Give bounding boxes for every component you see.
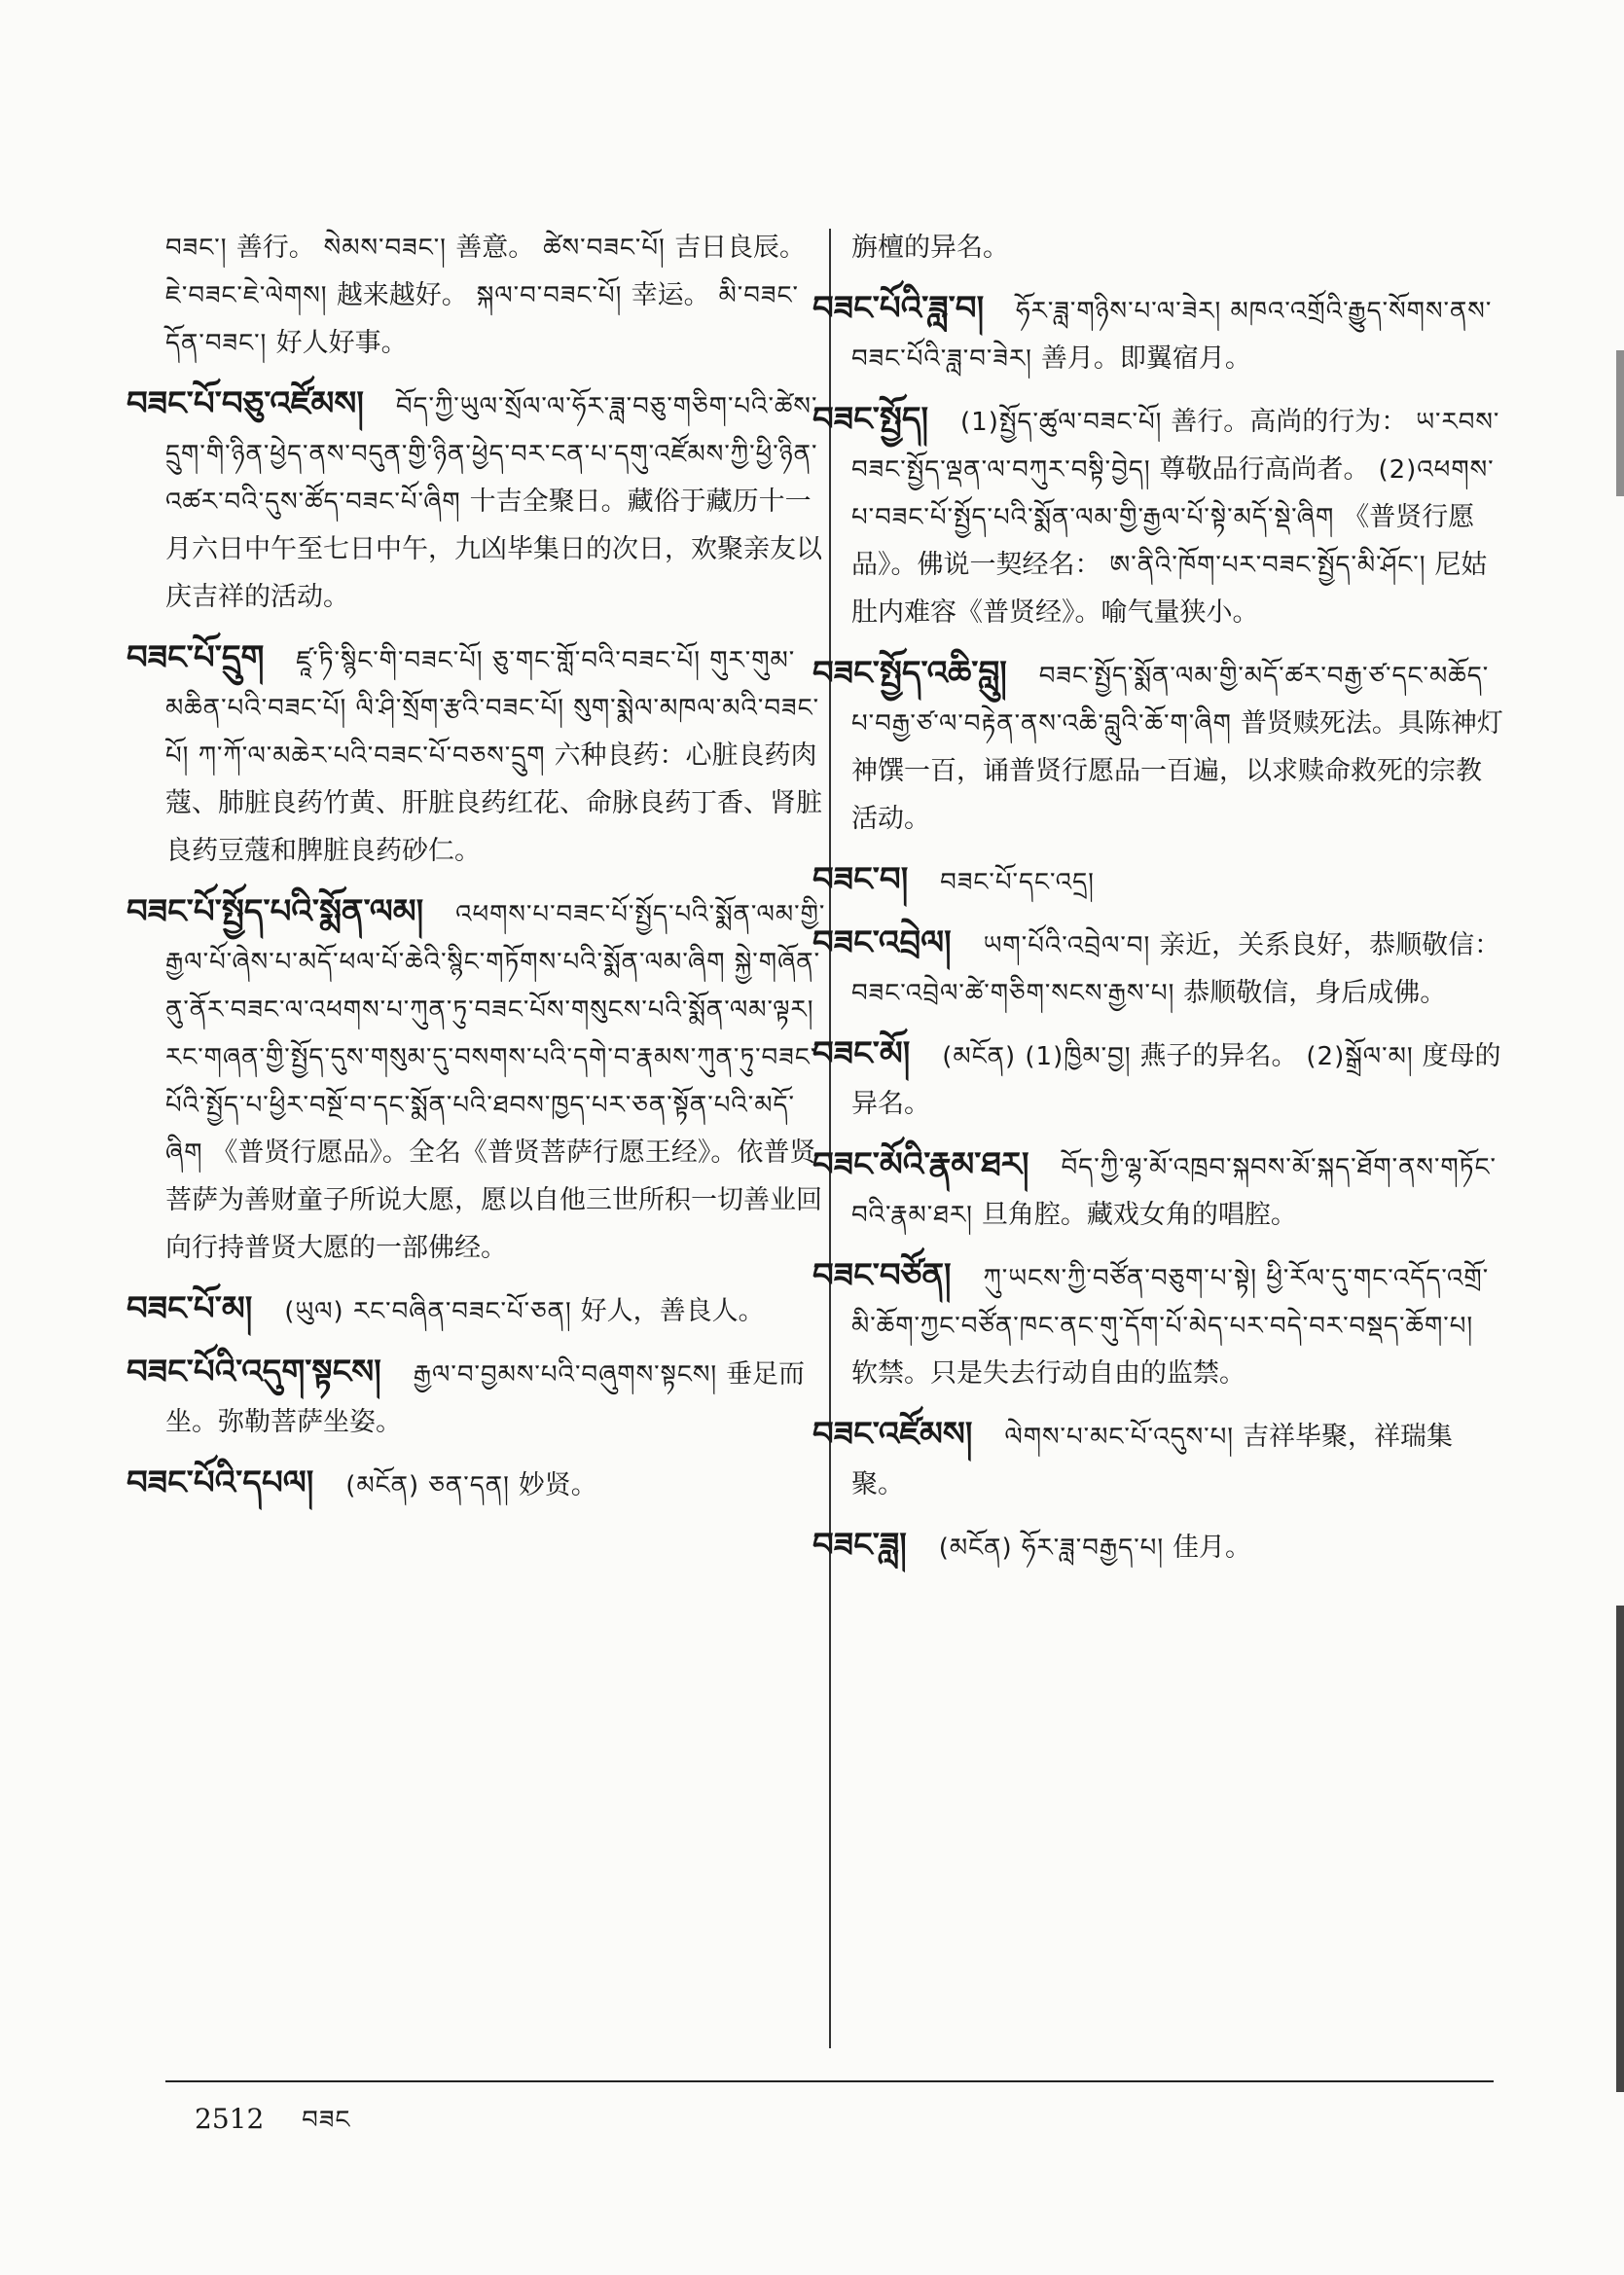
chinese-gloss: 好人，善良人。 (580, 1296, 765, 1326)
tibetan-text: ཛཱ་ཏི་སྙིང་གི་བཟང་པོ། ཅུ་གང་གློ་བའི་བཟང་པོ། གུར་གུམ་མཆིན་པའི་བཟང་པོ། ལི་ཤི་སྲོག་རྩའི་བཟང་པོ། སུག་སྨེལ་མཁལ་མའི་བཟང་པོ། ཀ་ཀོ་ལ་མཆེར་པའི་བཟང་པོ་བཅས་དྲུག (165, 646, 820, 771)
dictionary-entry (126, 634, 827, 875)
dictionary-entry (126, 1460, 827, 1509)
tibetan-text: བཟང་འབྲེལ་ཚེ་གཅིག་སངས་རྒྱས་པ། (851, 979, 1175, 1008)
tibetan-text: ཡག་པོའི་འབྲེལ་བ། (983, 931, 1151, 960)
tibetan-text: སྐལ་བ་བཟང་པོ། (476, 281, 632, 310)
chinese-gloss: 吉祥毕聚，祥瑞集聚。 (851, 1422, 1453, 1499)
right-column (812, 224, 1503, 1585)
dictionary-entry (812, 1522, 1503, 1571)
tibetan-text: ཚེས་བཟང་པོ། (543, 234, 675, 263)
tibetan-text: (མངོན) ཅན་དན། (345, 1471, 510, 1500)
tibetan-text: (མངོན) (1)ཁྱིམ་བྱ། (942, 1042, 1132, 1071)
footer-rule (165, 2080, 1494, 2082)
chinese-gloss: 旦角腔。藏戏女角的唱腔。 (981, 1200, 1297, 1230)
tibetan-text: བོད་ཀྱི་ལྷ་མོ་འཁྲབ་སྐབས་མོ་སྐད་ཐོག་ནས་གཏོང་བའི་རྣམ་ཐར། (851, 1153, 1497, 1230)
tibetan-text: (2)འཕགས་པ་བཟང་པོ་སྤྱོད་པའི་སྨོན་ལམ་གྱི་རྒྱལ་པོ་སྟེ་མདོ་སྡེ་ཞིག (851, 455, 1495, 532)
tibetan-text: སེམས་བཟང་། (323, 234, 456, 263)
tibetan-text: ཨ་ནིའི་ཁོག་པར་བཟང་སྤྱོད་མི་ཤོང་། (1109, 551, 1426, 580)
headword: བཟང་སྤྱོད་འཆི་བླུ། (812, 654, 1007, 693)
chinese-gloss: 越来越好。 (336, 280, 468, 310)
column-divider (829, 229, 831, 2048)
headword: བཟང་བཙོན། (812, 1256, 952, 1295)
dictionary-entry (812, 285, 1503, 382)
headword: བཟང་སྤྱོད། (812, 400, 929, 439)
chinese-gloss: 幸运。 (631, 280, 710, 310)
tibetan-text: ཀུ་ཡངས་ཀྱི་བཙོན་བཅུག་པ་སྟེ། ཕྱི་རོལ་དུ་གང་འདོད་འགྲོ་མི་ཆོག་ཀྱང་བཙོན་ཁང་ནང་གུ་དོག་པོ་མེད་པར་བདེ་བར་བསྡད་ཆོག་པ། (851, 1264, 1490, 1341)
dictionary-entry (165, 224, 827, 367)
scan-edge-mark (1616, 350, 1624, 496)
chinese-gloss: 吉日良辰。 (674, 233, 807, 263)
tibetan-text: (2)སྒྲོལ་མ། (1306, 1042, 1414, 1071)
tibetan-text: བོད་ཀྱི་ཡུལ་སྲོལ་ལ་ཧོར་ཟླ་བཅུ་གཅིག་པའི་ཚེས་དྲུག་གི་ཉིན་ཕྱེད་ནས་བདུན་གྱི་ཉིན་ཕྱེད་བར་ངན་པ་དགུ་འཛོམས་ཀྱི་ཕྱི་ཉིན་འཚར་བའི་དུས་ཚོད་བཟང་པོ་ཞིག (165, 392, 818, 517)
dictionary-entry (812, 1141, 1503, 1239)
dictionary-entry (812, 1030, 1503, 1128)
headword: བཟང་བ། (812, 860, 909, 899)
tibetan-text: བཟང་། (165, 234, 236, 263)
chinese-gloss: 尼姑肚内难容《普贤经》。喻气量狭小。 (851, 550, 1488, 628)
tibetan-text: (1)སྤྱོད་ཚུལ་བཟང་པོ། (960, 408, 1163, 437)
chinese-gloss: 佳月。 (1173, 1533, 1252, 1563)
chinese-gloss: 善意。 (455, 233, 535, 263)
dictionary-entry (812, 856, 1503, 906)
chinese-gloss: 度母的异名。 (851, 1041, 1501, 1119)
chinese-gloss: 垂足而坐。弥勒菩萨坐姿。 (165, 1359, 806, 1437)
chinese-gloss: 六种良药：心脏良药肉蔻、肺脏良药竹黄、肝脏良药红花、命脉良药丁香、肾脏良药豆蔻和脾脏良药砂仁。 (165, 740, 822, 866)
running-head: བཟང (302, 2106, 351, 2135)
tibetan-text: ཧོར་ཟླ་གཉིས་པ་ལ་ཟེར། མཁའ་འགྲོའི་རྒྱུད་སོགས་ནས་བཟང་པོའི་ཟླ་བ་ཟེར། (851, 297, 1493, 374)
chinese-gloss: 软禁。只是失去行动自由的监禁。 (851, 1358, 1245, 1389)
chinese-gloss: 旃檀的异名。 (851, 233, 1009, 263)
headword: བཟང་པོའི་དཔལ། (126, 1463, 314, 1502)
dictionary-entry (812, 396, 1503, 636)
dictionary-entry (812, 920, 1503, 1017)
dictionary-entry (812, 650, 1503, 843)
tibetan-text: ཇེ་བཟང་ཇེ་ལེགས། (165, 281, 337, 310)
tibetan-text: ལེགས་པ་མང་པོ་འདུས་པ། (1004, 1423, 1235, 1452)
chinese-gloss: 善行。 (235, 233, 315, 263)
page-footer (195, 2092, 379, 2163)
dictionary-entry (126, 888, 827, 1272)
tibetan-text: མི་བཟང་དོན་བཟང་། (165, 281, 799, 358)
headword: བཟང་ཟླ། (812, 1526, 907, 1565)
headword: བཟང་པོ་དྲུག (126, 638, 265, 677)
chinese-gloss: 亲近，关系良好，恭顺敬信： (1159, 930, 1501, 960)
chinese-gloss: 燕子的异名。 (1139, 1041, 1298, 1071)
tibetan-text: རྒྱལ་བ་བྱམས་པའི་བཞུགས་སྟངས། (413, 1360, 718, 1390)
tibetan-text: འཕགས་པ་བཟང་པོ་སྤྱོད་པའི་སྨོན་ལམ་གྱི་རྒྱལ་པོ་ཞེས་པ་མདོ་ཕལ་པོ་ཆེའི་སྙིང་གཏོགས་པའི་སྨོན་ལམ་ཞིག སྐྱེ་གཞོན་ནུ་ནོར་བཟང་ལ་འཕགས་པ་ཀུན་ཏུ་བཟང་པོས་གསུངས་པའི་སྨོན་ལམ་ལྟར། རང་གཞན་གྱི་སྤྱོད་དུས་གསུམ་དུ་བསགས་པའི་དགེ་བ་རྣམས་ཀུན་ཏུ་བཟང་པོའི་སྤྱོད་པ་ཕྱིར་བསྔོ་བ་དང་སྨོན་པའི་ཐབས་ཁྱད་པར་ཅན་སྟོན་པའི་མདོ་ཞིག (165, 900, 826, 1168)
dictionary-entry (126, 1285, 827, 1335)
headword: བཟང་པོ་སྤྱོད་པའི་སྨོན་ལམ། (126, 892, 424, 931)
tibetan-text: བཟང་སྤྱོད་སྨོན་ལམ་གྱི་མདོ་ཚར་བརྒྱ་ཙ་དང་མཆོད་པ་བརྒྱ་ཙ་ལ་བརྟེན་ནས་འཆི་བླུའི་ཆོ་ག་ཞིག (851, 662, 1490, 739)
headword: བཟང་མོའི་རྣམ་ཐར། (812, 1145, 1029, 1184)
headword: བཟང་པོའི་འདུག་སྟངས། (126, 1353, 381, 1391)
chinese-gloss: 《普贤行愿品》。全名《普贤菩萨行愿王经》。依普贤菩萨为善财童子所说大愿，愿以自他三世所积一切善业回向行持普贤大愿的一部佛经。 (165, 1138, 822, 1263)
tibetan-text: (ཡུལ) རང་བཞིན་བཟང་པོ་ཅན། (284, 1297, 572, 1326)
chinese-gloss: 妙贤。 (518, 1470, 597, 1500)
chinese-gloss: 恭顺敬信，身后成佛。 (1183, 978, 1447, 1008)
headword: བཟང་པོ་མ། (126, 1289, 253, 1328)
dictionary-entry (812, 1411, 1503, 1508)
chinese-gloss: 《普贤行愿品》。佛说一契经名： (851, 502, 1475, 580)
headword: བཟང་འབྲེལ། (812, 923, 952, 962)
page-number: 2512 (195, 2103, 265, 2135)
scan-edge-mark (1616, 1606, 1624, 2092)
headword: བཟང་མོ། (812, 1034, 911, 1073)
headword: བཟང་པོའི་ཟླ་བ། (812, 289, 985, 328)
chinese-gloss: 好人好事。 (275, 328, 408, 358)
dictionary-entry (126, 380, 827, 621)
dictionary-entry (812, 1252, 1503, 1397)
dictionary-entry (851, 224, 1503, 271)
tibetan-text: ཡ་རབས་བཟང་སྤྱོད་ལྡན་ལ་བཀུར་བསྟི་བྱེད། (851, 408, 1500, 485)
chinese-gloss: 善月。即翼宿月。 (1040, 343, 1251, 374)
headword: བཟང་འཛོམས། (812, 1415, 973, 1454)
chinese-gloss: 十吉全聚日。藏俗于藏历十一月六日中午至七日中午，九凶毕集日的次日，欢聚亲友以庆吉祥的活动。 (165, 487, 822, 612)
chinese-gloss: 普贤赎死法。具陈神灯神馔一百，诵普贤行愿品一百遍，以求赎命救死的宗教活动。 (851, 708, 1503, 834)
dictionary-entry (126, 1349, 827, 1446)
headword: བཟང་པོ་བཅུ་འཛོམས། (126, 384, 364, 423)
chinese-gloss: 善行。高尚的行为： (1171, 407, 1408, 437)
tibetan-text: བཟང་པོ་དང་འདྲ། (940, 868, 1095, 897)
left-column (126, 224, 827, 1523)
tibetan-text: (མངོན) ཧོར་ཟླ་བརྒྱད་པ། (938, 1534, 1165, 1563)
chinese-gloss: 尊敬品行高尚者。 (1159, 454, 1370, 485)
